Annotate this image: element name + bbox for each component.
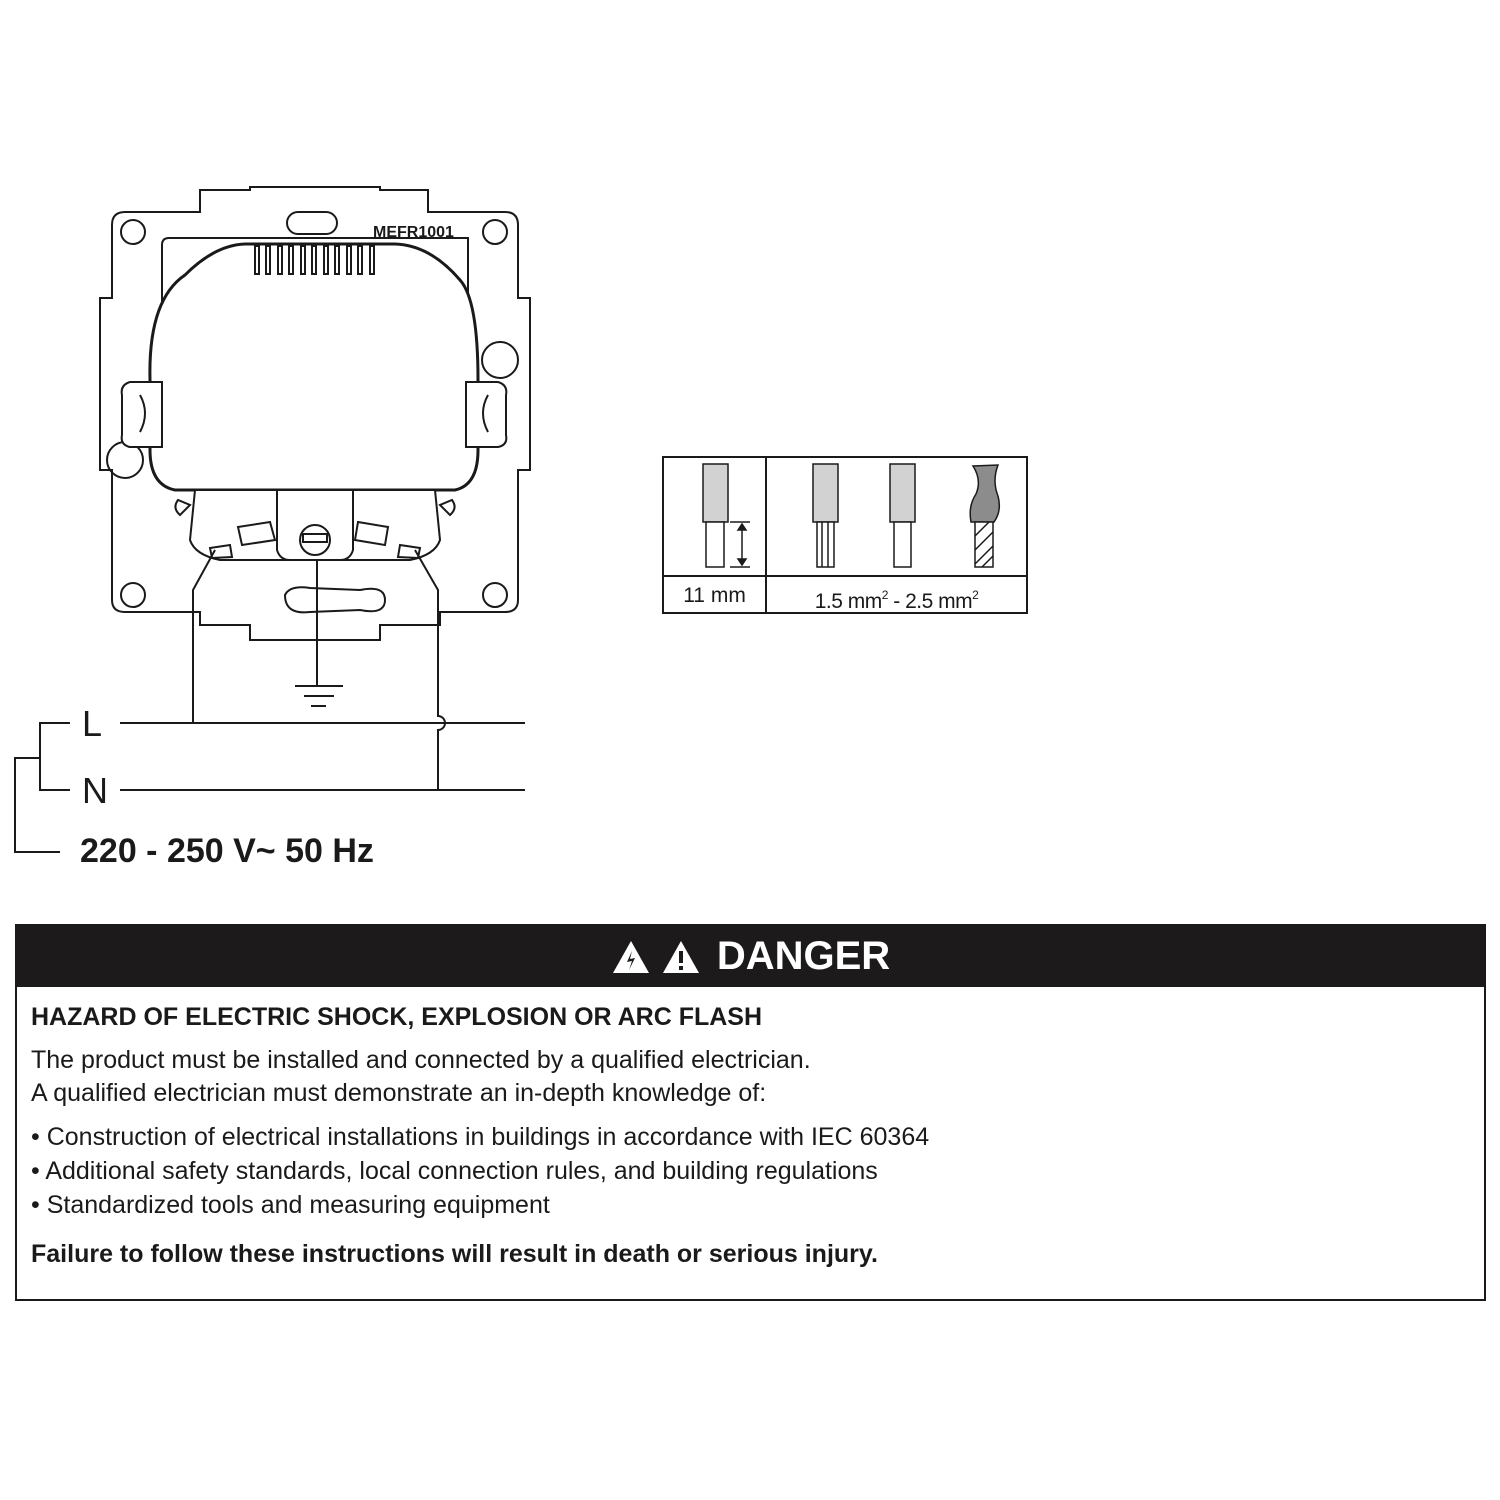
requirements-list xyxy=(31,1120,1484,1222)
danger-title: DANGER xyxy=(716,934,891,978)
wire-spec-table xyxy=(662,456,1028,614)
solid-wire-icon xyxy=(890,464,915,567)
warning-icon xyxy=(661,939,701,975)
electric-hazard-icon xyxy=(611,939,651,975)
intro-line: A qualified electrician must demonstrate an in-depth knowledge of: xyxy=(31,1079,767,1107)
list-item: • Standardized tools and measuring equipment xyxy=(31,1191,550,1219)
supply-voltage-label: 220 - 250 V~ 50 Hz xyxy=(80,832,374,870)
wire-strip-illustrations xyxy=(662,456,1028,574)
flexible-wire-icon xyxy=(970,465,999,567)
danger-notice xyxy=(15,924,1486,1301)
strip-length-value: 11 mm xyxy=(683,584,746,607)
line-label: L xyxy=(82,703,103,744)
hazard-heading: HAZARD OF ELECTRIC SHOCK, EXPLOSION OR ARC FLASH xyxy=(31,1003,763,1031)
model-label: MEFR1001 xyxy=(373,224,454,241)
cross-section-range: 1.5 $mm^2 - 2.5$ $mm^2$ xyxy=(814,588,979,613)
intro-line: The product must be installed and connected by a qualified electrician. xyxy=(31,1046,811,1074)
danger-footer: Failure to follow these instructions will result in death or serious injury. xyxy=(31,1240,878,1268)
ground-symbol xyxy=(295,686,343,706)
device-body xyxy=(150,244,478,490)
strip-length-wire-icon xyxy=(703,464,750,567)
danger-header xyxy=(17,926,1484,987)
terminal-block xyxy=(175,490,454,560)
neutral-label: N xyxy=(82,770,108,811)
list-item: • Construction of electrical installations in buildings in accordance with IEC 60364 xyxy=(31,1123,930,1151)
list-item: • Additional safety standards, local connection rules, and building regulations xyxy=(31,1157,878,1185)
stranded-wire-icon xyxy=(813,464,838,567)
